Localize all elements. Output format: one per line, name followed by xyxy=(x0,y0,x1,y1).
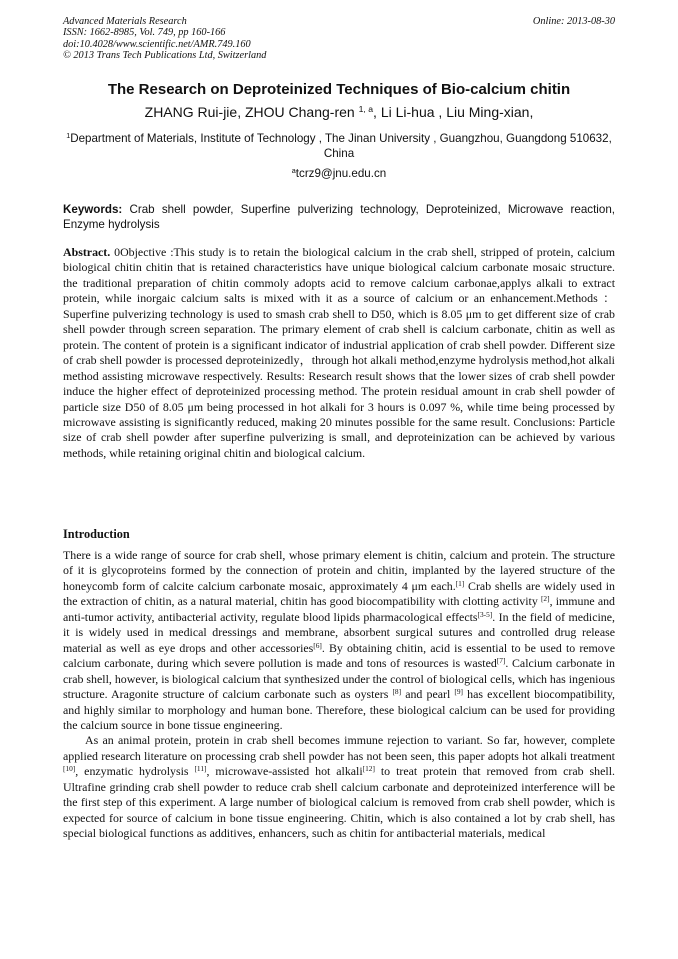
citation: [7] xyxy=(496,656,506,666)
intro-text: As an animal protein, protein in crab shell becomes immune rejection to variant. So far, however, complete applied research literature on processing crab shell powder has not been seen, this paper adopts hot alkali treatment xyxy=(63,733,615,763)
email-text: tcrz9@jnu.edu.cn xyxy=(295,167,387,180)
intro-text: . In the field of medicine, it is widely used in medical dressings and membrane, absorbent surgical sutures and controlled drug release material as well as eye drops and other accessories xyxy=(63,609,615,655)
affiliation xyxy=(60,131,618,161)
affiliation-text: Department of Materials, Institute of Technology , The Jinan University , Guangzhou, Guangdong 510632, China xyxy=(70,132,612,160)
email-marker: a xyxy=(291,166,296,176)
issn-line: ISSN: 1662-8985, Vol. 749, pp 160-166 xyxy=(63,27,226,39)
authors-part-2: , Li Li-hua , Liu Ming-xian, xyxy=(373,104,534,120)
intro-text: , immune and anti-tumor activity, antibacterial activity, regulate blood lipids pharmacological effects xyxy=(63,594,615,624)
citation: [2] xyxy=(540,594,550,604)
abstract-label: Abstract. xyxy=(63,245,111,259)
intro-text: has excellent biocompatibility, and highly similar to morphology and human bone. Therefore, these biological calcium can be used for providing the calcium source in bone tissue engineering. xyxy=(63,687,616,732)
paper-title: The Research on Deproteinized Techniques of Bio-calcium chitin xyxy=(107,81,571,98)
citation: [9] xyxy=(454,687,464,697)
authors-part-1: ZHANG Rui-jie, ZHOU Chang-ren xyxy=(144,104,359,120)
citation: [3-5] xyxy=(477,609,493,619)
online-date: Online: 2013-08-30 xyxy=(532,16,615,27)
intro-text: There is a wide range of source for crab shell, whose primary element is chitin, calcium and protein. The structure of it is glycoproteins formed by the connection of protein and chitin, implanted by the layered structure of the honeycomb form of calcite calcium carbonate mosaic, approximately 4 μm each. xyxy=(63,548,615,593)
citation: [12] xyxy=(362,764,375,774)
intro-text: . Calcium carbonate in crab shell, however, is biological calcium that synthesized under the control of biological cells, which has ingenious structure. Aragonite structure of calcium carbonate such as oysters xyxy=(63,656,616,702)
author-list xyxy=(40,103,638,121)
citation: [8] xyxy=(392,687,402,697)
introduction-heading: Introduction xyxy=(63,527,130,541)
intro-text: and pearl xyxy=(401,687,455,702)
doi-line: doi:10.4028/www.scientific.net/AMR.749.160 xyxy=(63,38,251,50)
intro-paragraph-2 xyxy=(63,733,615,841)
intro-text: Crab shells are widely used in the extraction of chitin, as a natural material, chitin has good biocompatibility with clotting activity xyxy=(63,578,615,609)
keywords-text: Crab shell powder, Superfine pulverizing technology, Deproteinized, Microwave reaction, Enzyme hydrolysis xyxy=(63,203,615,231)
journal-header xyxy=(63,16,615,62)
introduction-body xyxy=(63,548,615,842)
journal-name: Advanced Materials Research xyxy=(63,16,187,27)
contact-email xyxy=(40,166,638,181)
intro-text: . By obtaining chitin, acid is essential to be used to remove calcium carbonate, during which severe pollution is made and tons of resources is wasted xyxy=(63,640,615,671)
author-affiliation-marker: 1, a xyxy=(358,104,374,115)
affiliation-marker: 1 xyxy=(66,131,71,141)
citation: [11] xyxy=(194,764,207,774)
citation: [1] xyxy=(455,578,465,588)
citation: [6] xyxy=(313,640,322,650)
copyright-line: © 2013 Trans Tech Publications Ltd, Switzerland xyxy=(63,50,267,62)
intro-paragraph-1 xyxy=(63,548,615,733)
keywords-label: Keywords: xyxy=(63,203,123,216)
intro-text: , microwave-assisted hot alkali xyxy=(206,764,363,779)
intro-text: , enzymatic hydrolysis xyxy=(75,764,195,779)
intro-text: to treat protein that removed from crab shell. Ultrafine grinding crab shell powder to reduce crab shell calcium carbonate and deproteinized interference will be the first step of this experiment. A large number of biological calcium is removed from crab shell powder, which is expected for source of calcium in bone tissue engineering. Chitin, which is also contained a lot by crab shell, has special biological functions as additives, enhancers, such as chitin for antibacterial materials, medical xyxy=(63,764,615,841)
keywords xyxy=(63,202,615,232)
abstract-text: 0Objective :This study is to retain the biological calcium in the crab shell, stripped of protein, calcium biological chitin chitin that is retained characteristics have unique biological calcium carbonate mosaic structure. the traditional preparation of chitin commoly adopts acid to remove calcium carbonae,applys alkali to extract protein, while inorgaic calcium salts is mixed with it as a source of calcium or an enhancement.Methods ：Superfine pulverizing technology is used to smash crab shell to D50, which is 8.05 μm to get different size of crab shell powder through screen separation. The primary element of crab shell is calcium carbonate, chitin as well as protein. The content of protein is a significant indicator of industrial application of crab shell powder. Different size of crab shell powder is processed deproteinizedly，through hot alkali method,enzyme hydrolysis method,hot alkali method assisting microwave respectively. Results: Research result shows that the lower sizes of crab shell powder induce the higher effect of deproteinized processing method. The protein residual amount in crab shell powder of particle size D50 of 8.05 μm being processed in hot alkali for 3 hours is 0.097 %, while time being processed by microwave assisting is significantly reduced, making 20 minutes possible for the same result. Conclusions: Particle size of crab shell powder after superfine pulverizing is small, and deproteinization can be achieved by various methods, while retaining original chitin and biological calcium. xyxy=(63,245,615,460)
abstract xyxy=(63,245,615,461)
citation: [10] xyxy=(63,764,76,774)
